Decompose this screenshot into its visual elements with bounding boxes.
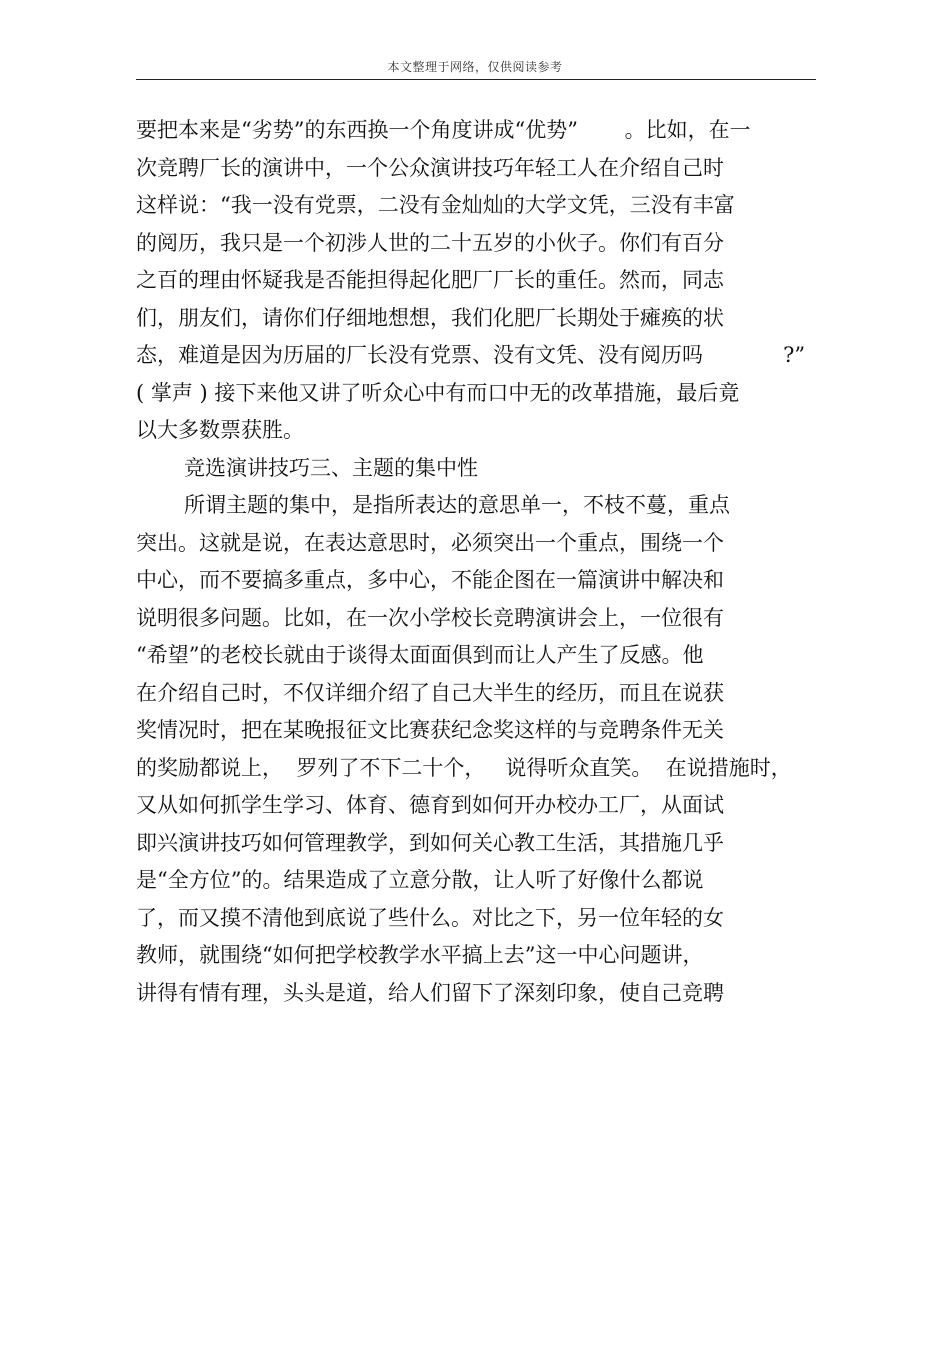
body-line: 教师，就围绕“如何把学校教学水平搞上去”这一中心问题讲，: [136, 943, 704, 967]
body-line: 之百的理由怀疑我是否能担得起化肥厂厂长的重任。然而，同志: [136, 268, 724, 292]
body-line: “希望”的老校长就由于谈得太面面俱到而让人产生了反感。他: [136, 643, 704, 667]
document-body: [136, 112, 816, 1012]
body-line: 即兴演讲技巧如何管理教学，到如何关心教工生活，其措施几乎: [136, 830, 724, 855]
body-line: 奖情况时，把在某晚报征文比赛获纪念奖这样的与竞聘条件无关: [136, 718, 724, 742]
body-line: 的奖励都说上， 罗列了不下二十个， 说得听众直笑。 在说措施时，: [136, 755, 792, 780]
body-line: 是“全方位”的。结果造成了立意分散，让人听了好像什么都说: [136, 868, 704, 892]
body-line: 说明很多问题。比如，在一次小学校长竞聘演讲会上，一位很有: [136, 605, 724, 630]
body-line: 又从如何抓学生学习、体育、德育到如何开办校办工厂，从面试: [136, 793, 724, 817]
body-line: 在介绍自己时，不仅详细介绍了自己大半生的经历，而且在说获: [136, 680, 724, 705]
section-heading: 竞选演讲技巧三、主题的集中性: [184, 455, 478, 480]
body-line: ( 掌声 ) 接下来他又讲了听众心中有而口中无的改革措施，最后竟: [136, 380, 740, 405]
body-line: 了，而又摸不清他到底说了些什么。对比之下，另一位年轻的女: [136, 905, 724, 930]
body-line: 次竞聘厂长的演讲中，一个公众演讲技巧年轻工人在介绍自己时: [136, 155, 724, 180]
body-line: 突出。这就是说，在表达意思时，必须突出一个重点，围绕一个: [136, 530, 724, 555]
body-line: 讲得有情有理，头头是道，给人们留下了深刻印象，使自己竞聘: [136, 980, 724, 1005]
page-header: 本文整理于网络，仅供阅读参考: [387, 60, 563, 74]
body-line: 以大多数票获胜。: [136, 418, 304, 442]
body-line: 中心，而不要搞多重点，多中心，不能企图在一篇演讲中解决和: [136, 568, 724, 592]
body-line: 们，朋友们，请你们仔细地想想，我们化肥厂长期处于瘫痪的状: [136, 305, 724, 330]
body-line: 这样说：“我一没有党票，二没有金灿灿的大学文凭，三没有丰富: [136, 193, 735, 217]
body-line: 的阅历，我只是一个初涉人世的二十五岁的小伙子。你们有百分: [136, 230, 724, 255]
body-line: 要把本来是“劣势”的东西换一个角度讲成“优势” 。比如，在一: [136, 118, 751, 142]
header-divider: [136, 79, 816, 80]
body-line: 态，难道是因为历届的厂长没有党票、没有文凭、没有阅历吗 ?”: [136, 343, 806, 367]
body-line: 所谓主题的集中，是指所表达的意思单一，不枝不蔓，重点: [184, 493, 730, 517]
